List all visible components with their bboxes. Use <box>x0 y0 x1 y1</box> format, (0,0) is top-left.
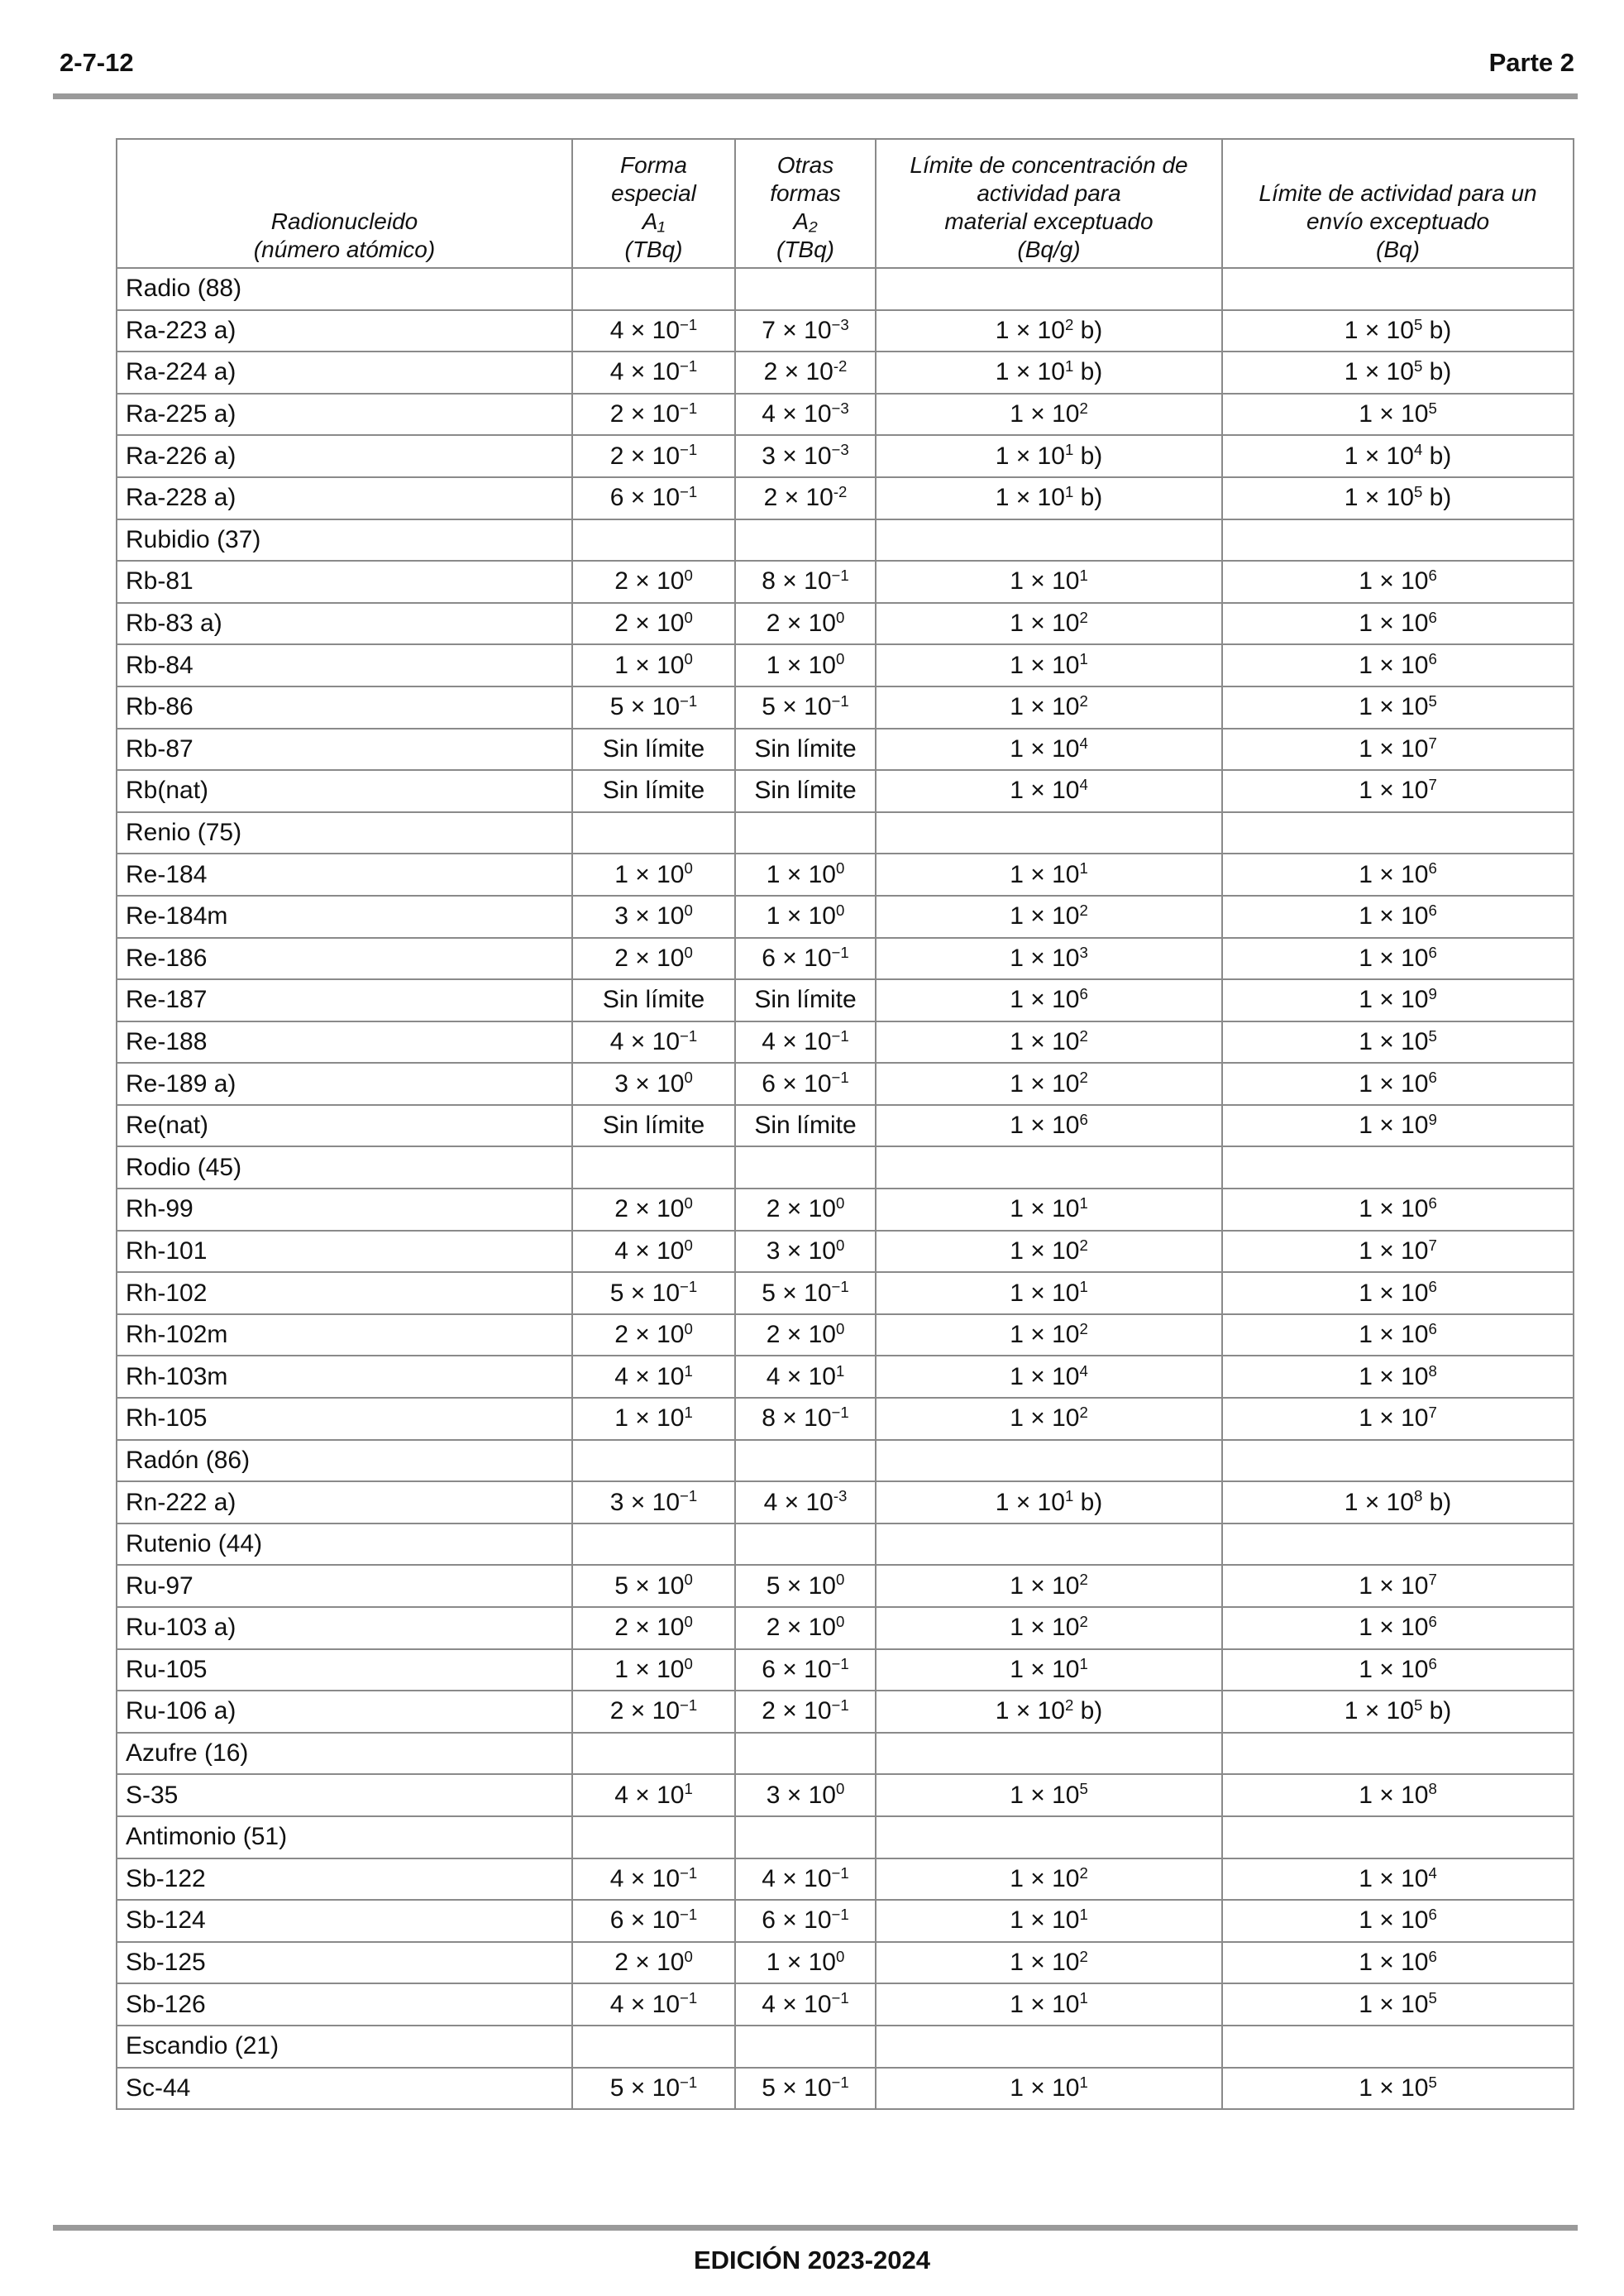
page-header <box>53 48 1574 84</box>
value-cell: $1 \times 10^5$ b) <box>1222 477 1574 519</box>
value-cell <box>1222 1523 1574 1566</box>
value-cell: $1 \times 10^0$ <box>572 644 735 686</box>
radionuclide-cell: Rubidio (37) <box>117 519 572 562</box>
table-row <box>117 1272 1574 1314</box>
value-cell: $2 \times 10^{-1}$ <box>572 1691 735 1733</box>
value-cell: $3 \times 10^0$ <box>572 896 735 938</box>
value-cell: $6 \times 10^{-1}$ <box>735 938 876 980</box>
radionuclide-cell: Escandio (21) <box>117 2026 572 2068</box>
value-cell: $1 \times 10^1$ b) <box>876 352 1222 394</box>
radionuclide-cell: Ru-105 <box>117 1649 572 1691</box>
value-cell <box>572 1733 735 1775</box>
value-cell: $4 \times 10^1$ <box>572 1774 735 1816</box>
radionuclide-cell: Ra-224 a) <box>117 352 572 394</box>
table-row <box>117 1314 1574 1356</box>
value-cell <box>735 268 876 310</box>
column-header-line: (Bq/g) <box>1017 237 1081 262</box>
value-cell: $5 \times 10^{-1}$ <box>572 2068 735 2110</box>
value-cell <box>876 519 1222 562</box>
table-row <box>117 812 1574 854</box>
value-cell <box>572 2026 735 2068</box>
value-cell: $1 \times 10^0$ <box>735 1942 876 1984</box>
radionuclide-cell: Antimonio (51) <box>117 1816 572 1858</box>
value-cell: $1 \times 10^8$ <box>1222 1356 1574 1398</box>
value-cell: $4 \times 10^{-1}$ <box>572 310 735 352</box>
value-cell <box>735 1816 876 1858</box>
value-cell: $2 \times 10^0$ <box>572 561 735 603</box>
footer-divider <box>53 2225 1578 2231</box>
radionuclide-cell: Ra-226 a) <box>117 435 572 477</box>
value-cell <box>572 1816 735 1858</box>
value-cell: $1 \times 10^6$ <box>1222 1189 1574 1231</box>
table-row <box>117 979 1574 1021</box>
radionuclide-cell: Ru-103 a) <box>117 1607 572 1649</box>
table-row <box>117 896 1574 938</box>
value-cell: $7 \times 10^{-3}$ <box>735 310 876 352</box>
column-header-line: (TBq) <box>776 237 834 262</box>
radionuclide-cell: Re-184m <box>117 896 572 938</box>
value-cell: Sin límite <box>572 770 735 812</box>
column-header-line: actividad para <box>977 180 1121 206</box>
radionuclide-cell: Rn-222 a) <box>117 1481 572 1523</box>
value-cell: $1 \times 10^3$ <box>876 938 1222 980</box>
column-header-line: Otras <box>776 152 834 178</box>
table-row <box>117 1356 1574 1398</box>
value-cell: $6 \times 10^{-1}$ <box>735 1063 876 1105</box>
value-cell: $1 \times 10^5$ <box>876 1774 1222 1816</box>
value-cell: $4 \times 10^{-1}$ <box>735 1858 876 1901</box>
value-cell: $2 \times 10^{-2}$ <box>735 352 876 394</box>
value-cell: $2 \times 10^0$ <box>735 603 876 645</box>
value-cell: Sin límite <box>735 1105 876 1147</box>
value-cell: Sin límite <box>572 979 735 1021</box>
value-cell: $1 \times 10^2$ <box>876 1607 1222 1649</box>
value-cell <box>735 1146 876 1189</box>
value-cell: $1 \times 10^2$ b) <box>876 310 1222 352</box>
table-row <box>117 435 1574 477</box>
value-cell <box>876 1733 1222 1775</box>
value-cell: $1 \times 10^5$ b) <box>1222 310 1574 352</box>
value-cell <box>876 1146 1222 1189</box>
value-cell: $1 \times 10^6$ <box>1222 854 1574 896</box>
value-cell: $2 \times 10^{-2}$ <box>735 477 876 519</box>
value-cell: $1 \times 10^6$ <box>1222 603 1574 645</box>
radionuclide-cell: Ra-223 a) <box>117 310 572 352</box>
value-cell: $5 \times 10^{-1}$ <box>735 686 876 729</box>
value-cell: $3 \times 10^0$ <box>735 1774 876 1816</box>
value-cell: $1 \times 10^2$ <box>876 1314 1222 1356</box>
table-row <box>117 854 1574 896</box>
value-cell: $1 \times 10^5$ <box>1222 2068 1574 2110</box>
table-row <box>117 686 1574 729</box>
radionuclide-cell: Sc-44 <box>117 2068 572 2110</box>
table-row <box>117 310 1574 352</box>
value-cell <box>876 1816 1222 1858</box>
value-cell: $1 \times 10^6$ <box>1222 561 1574 603</box>
table-row <box>117 519 1574 562</box>
value-cell: $1 \times 10^2$ <box>876 394 1222 436</box>
value-cell: $1 \times 10^5$ <box>1222 686 1574 729</box>
value-cell <box>735 2026 876 2068</box>
value-cell <box>735 519 876 562</box>
table-row <box>117 477 1574 519</box>
value-cell: $1 \times 10^9$ <box>1222 1105 1574 1147</box>
radionuclide-cell: Rh-102m <box>117 1314 572 1356</box>
value-cell <box>876 1440 1222 1482</box>
radionuclide-cell: Re-184 <box>117 854 572 896</box>
value-cell: $1 \times 10^4$ <box>876 729 1222 771</box>
radionuclide-cell: Rb-87 <box>117 729 572 771</box>
value-cell <box>572 519 735 562</box>
value-cell: $1 \times 10^2$ <box>876 1942 1222 1984</box>
value-cell: $1 \times 10^0$ <box>735 896 876 938</box>
table-row <box>117 1105 1574 1147</box>
value-cell: $2 \times 10^0$ <box>735 1607 876 1649</box>
value-cell: $6 \times 10^{-1}$ <box>572 1900 735 1942</box>
radionuclide-cell: Rutenio (44) <box>117 1523 572 1566</box>
table-row <box>117 2068 1574 2110</box>
value-cell: $2 \times 10^0$ <box>572 1942 735 1984</box>
value-cell: $4 \times 10^{-1}$ <box>572 352 735 394</box>
value-cell: $8 \times 10^{-1}$ <box>735 561 876 603</box>
table-row <box>117 1900 1574 1942</box>
value-cell: $1 \times 10^9$ <box>1222 979 1574 1021</box>
value-cell: $1 \times 10^6$ <box>1222 1900 1574 1942</box>
value-cell: $1 \times 10^6$ <box>1222 1063 1574 1105</box>
value-cell: $1 \times 10^6$ <box>1222 1649 1574 1691</box>
radionuclide-cell: Ra-228 a) <box>117 477 572 519</box>
value-cell <box>1222 1146 1574 1189</box>
radionuclide-cell: Re-186 <box>117 938 572 980</box>
value-cell: $2 \times 10^0$ <box>735 1314 876 1356</box>
table-row <box>117 2026 1574 2068</box>
radionuclide-cell: S-35 <box>117 1774 572 1816</box>
column-header-line: (número atómico) <box>253 237 436 262</box>
value-cell: $1 \times 10^8$ <box>1222 1774 1574 1816</box>
table-row <box>117 1983 1574 2026</box>
value-cell <box>876 268 1222 310</box>
value-cell: $1 \times 10^2$ <box>876 1858 1222 1901</box>
table-row <box>117 938 1574 980</box>
value-cell: $6 \times 10^{-1}$ <box>572 477 735 519</box>
value-cell: $2 \times 10^{-1}$ <box>572 435 735 477</box>
value-cell: $1 \times 10^1$ <box>876 561 1222 603</box>
section-number: 2-7-12 <box>60 48 134 77</box>
table-row <box>117 1231 1574 1273</box>
table-row <box>117 352 1574 394</box>
radionuclide-cell: Rb-83 a) <box>117 603 572 645</box>
table-row <box>117 1942 1574 1984</box>
value-cell: $4 \times 10^{-1}$ <box>572 1021 735 1064</box>
value-cell <box>572 812 735 854</box>
value-cell <box>735 1523 876 1566</box>
value-cell: $1 \times 10^0$ <box>572 854 735 896</box>
value-cell <box>1222 1733 1574 1775</box>
table-row <box>117 1607 1574 1649</box>
column-header-line: envío exceptuado <box>1306 208 1490 234</box>
value-cell: $4 \times 10^{-3}$ <box>735 394 876 436</box>
value-cell <box>735 1733 876 1775</box>
value-cell: $1 \times 10^2$ b) <box>876 1691 1222 1733</box>
value-cell: $1 \times 10^2$ <box>876 1021 1222 1064</box>
radionuclide-cell: Renio (75) <box>117 812 572 854</box>
column-header-line: A₂ <box>793 208 818 234</box>
value-cell: $1 \times 10^6$ <box>1222 1942 1574 1984</box>
value-cell: $1 \times 10^1$ <box>876 1900 1222 1942</box>
column-header-line: formas <box>770 180 841 206</box>
value-cell: $1 \times 10^1$ b) <box>876 435 1222 477</box>
radionuclide-cell: Rodio (45) <box>117 1146 572 1189</box>
radionuclide-cell: Ru-97 <box>117 1565 572 1607</box>
value-cell: $5 \times 10^0$ <box>735 1565 876 1607</box>
value-cell: $1 \times 10^1$ <box>876 2068 1222 2110</box>
value-cell: $2 \times 10^0$ <box>572 938 735 980</box>
value-cell: $1 \times 10^1$ <box>876 1189 1222 1231</box>
value-cell <box>876 812 1222 854</box>
radionuclide-cell: Sb-126 <box>117 1983 572 2026</box>
value-cell: $1 \times 10^7$ <box>1222 1565 1574 1607</box>
table-row <box>117 1189 1574 1231</box>
value-cell: $1 \times 10^6$ <box>1222 644 1574 686</box>
value-cell <box>1222 2026 1574 2068</box>
table-body <box>117 268 1574 2109</box>
radionuclide-cell: Rh-105 <box>117 1398 572 1440</box>
value-cell: $5 \times 10^{-1}$ <box>735 1272 876 1314</box>
edition-footer: EDICIÓN 2023-2024 <box>693 2246 931 2274</box>
value-cell: $3 \times 10^0$ <box>572 1063 735 1105</box>
value-cell: $8 \times 10^{-1}$ <box>735 1398 876 1440</box>
radionuclide-cell: Re-188 <box>117 1021 572 1064</box>
value-cell: $1 \times 10^6$ <box>876 979 1222 1021</box>
table-row <box>117 1398 1574 1440</box>
value-cell: $1 \times 10^5$ b) <box>1222 1691 1574 1733</box>
value-cell <box>1222 812 1574 854</box>
column-header-line: Radionucleido <box>270 208 418 234</box>
value-cell: Sin límite <box>735 979 876 1021</box>
value-cell: $1 \times 10^4$ <box>876 770 1222 812</box>
value-cell: $1 \times 10^1$ <box>876 1983 1222 2026</box>
table-row <box>117 1858 1574 1901</box>
value-cell: $4 \times 10^{-1}$ <box>572 1983 735 2026</box>
column-header-4 <box>876 139 1222 268</box>
value-cell: $3 \times 10^0$ <box>735 1231 876 1273</box>
value-cell: $1 \times 10^6$ <box>1222 1607 1574 1649</box>
value-cell: $1 \times 10^0$ <box>572 1649 735 1691</box>
value-cell: $1 \times 10^2$ <box>876 1063 1222 1105</box>
value-cell: $3 \times 10^{-3}$ <box>735 435 876 477</box>
value-cell: $4 \times 10^{-1}$ <box>735 1021 876 1064</box>
column-header-line: A₁ <box>642 208 666 234</box>
value-cell: $4 \times 10^1$ <box>735 1356 876 1398</box>
table-row <box>117 1691 1574 1733</box>
value-cell <box>572 1146 735 1189</box>
value-cell <box>1222 268 1574 310</box>
table-row <box>117 1481 1574 1523</box>
table-row <box>117 770 1574 812</box>
value-cell <box>876 2026 1222 2068</box>
value-cell: $1 \times 10^0$ <box>735 644 876 686</box>
table-row <box>117 268 1574 310</box>
header-divider <box>53 93 1578 99</box>
radionuclide-cell: Sb-122 <box>117 1858 572 1901</box>
value-cell: $1 \times 10^1$ b) <box>876 1481 1222 1523</box>
radionuclide-cell: Sb-125 <box>117 1942 572 1984</box>
column-header-line: Límite de concentración de <box>910 152 1188 178</box>
table-row <box>117 1440 1574 1482</box>
radionuclide-cell: Radón (86) <box>117 1440 572 1482</box>
radionuclide-cell: Sb-124 <box>117 1900 572 1942</box>
value-cell: $4 \times 10^{-1}$ <box>572 1858 735 1901</box>
radionuclide-cell: Rh-103m <box>117 1356 572 1398</box>
value-cell: $1 \times 10^8$ b) <box>1222 1481 1574 1523</box>
value-cell: $1 \times 10^5$ b) <box>1222 352 1574 394</box>
value-cell: $4 \times 10^1$ <box>572 1356 735 1398</box>
value-cell: $1 \times 10^1$ <box>876 1649 1222 1691</box>
value-cell: $1 \times 10^6$ <box>876 1105 1222 1147</box>
value-cell: $6 \times 10^{-1}$ <box>735 1649 876 1691</box>
value-cell: $2 \times 10^0$ <box>572 1607 735 1649</box>
value-cell: $1 \times 10^4$ <box>1222 1858 1574 1901</box>
value-cell: $1 \times 10^2$ <box>876 1398 1222 1440</box>
table-row <box>117 1523 1574 1566</box>
value-cell: $5 \times 10^{-1}$ <box>735 2068 876 2110</box>
value-cell: $4 \times 10^{-3}$ <box>735 1481 876 1523</box>
value-cell: $2 \times 10^{-1}$ <box>735 1691 876 1733</box>
radionuclide-table <box>116 138 1574 2110</box>
table-row <box>117 729 1574 771</box>
column-header-1 <box>117 139 572 268</box>
column-header-line: especial <box>611 180 696 206</box>
column-header-2 <box>572 139 735 268</box>
value-cell: $5 \times 10^0$ <box>572 1565 735 1607</box>
column-header-line: Límite de actividad para un <box>1259 180 1537 206</box>
value-cell: $1 \times 10^7$ <box>1222 1231 1574 1273</box>
value-cell <box>1222 519 1574 562</box>
table-row <box>117 1021 1574 1064</box>
value-cell: $1 \times 10^5$ <box>1222 1021 1574 1064</box>
value-cell: $1 \times 10^6$ <box>1222 896 1574 938</box>
column-header-3 <box>735 139 876 268</box>
value-cell <box>735 812 876 854</box>
table-row <box>117 394 1574 436</box>
value-cell <box>572 268 735 310</box>
value-cell: $1 \times 10^7$ <box>1222 770 1574 812</box>
value-cell: $1 \times 10^2$ <box>876 686 1222 729</box>
value-cell: $1 \times 10^6$ <box>1222 1272 1574 1314</box>
value-cell: $1 \times 10^2$ <box>876 896 1222 938</box>
value-cell: $3 \times 10^{-1}$ <box>572 1481 735 1523</box>
table-row <box>117 1733 1574 1775</box>
value-cell: $2 \times 10^0$ <box>572 1314 735 1356</box>
radionuclide-cell: Re-187 <box>117 979 572 1021</box>
table-header-row <box>117 139 1574 268</box>
value-cell: Sin límite <box>735 729 876 771</box>
value-cell <box>1222 1440 1574 1482</box>
table-row <box>117 644 1574 686</box>
table-row <box>117 1063 1574 1105</box>
value-cell: $4 \times 10^{-1}$ <box>735 1983 876 2026</box>
value-cell: $1 \times 10^1$ b) <box>876 477 1222 519</box>
value-cell: $1 \times 10^6$ <box>1222 938 1574 980</box>
value-cell <box>572 1440 735 1482</box>
radionuclide-cell: Radio (88) <box>117 268 572 310</box>
value-cell: $1 \times 10^6$ <box>1222 1314 1574 1356</box>
table-row <box>117 1146 1574 1189</box>
radionuclide-cell: Re(nat) <box>117 1105 572 1147</box>
radionuclide-cell: Ra-225 a) <box>117 394 572 436</box>
value-cell: $1 \times 10^1$ <box>876 854 1222 896</box>
value-cell: $1 \times 10^1$ <box>876 644 1222 686</box>
value-cell: $2 \times 10^0$ <box>572 603 735 645</box>
value-cell <box>572 1523 735 1566</box>
column-header-line: material exceptuado <box>944 208 1154 234</box>
value-cell: Sin límite <box>735 770 876 812</box>
value-cell: Sin límite <box>572 729 735 771</box>
value-cell: $1 \times 10^1$ <box>572 1398 735 1440</box>
value-cell: $1 \times 10^5$ <box>1222 1983 1574 2026</box>
value-cell <box>1222 1816 1574 1858</box>
radionuclide-cell: Azufre (16) <box>117 1733 572 1775</box>
radionuclide-cell: Rb-81 <box>117 561 572 603</box>
value-cell: $2 \times 10^0$ <box>735 1189 876 1231</box>
value-cell: $2 \times 10^{-1}$ <box>572 394 735 436</box>
value-cell: $1 \times 10^4$ b) <box>1222 435 1574 477</box>
radionuclide-cell: Ru-106 a) <box>117 1691 572 1733</box>
radionuclide-cell: Rb-86 <box>117 686 572 729</box>
column-header-line: (TBq) <box>624 237 683 262</box>
table-row <box>117 1565 1574 1607</box>
radionuclide-cell: Rh-102 <box>117 1272 572 1314</box>
table-row <box>117 1774 1574 1816</box>
radionuclide-cell: Rh-101 <box>117 1231 572 1273</box>
value-cell: $1 \times 10^7$ <box>1222 1398 1574 1440</box>
table-row <box>117 561 1574 603</box>
value-cell: $1 \times 10^0$ <box>735 854 876 896</box>
value-cell: $5 \times 10^{-1}$ <box>572 686 735 729</box>
table-row <box>117 1816 1574 1858</box>
part-label: Parte 2 <box>1488 48 1574 77</box>
column-header-5 <box>1222 139 1574 268</box>
value-cell: $1 \times 10^2$ <box>876 1565 1222 1607</box>
radionuclide-cell: Rb(nat) <box>117 770 572 812</box>
value-cell: $5 \times 10^{-1}$ <box>572 1272 735 1314</box>
column-header-line: Forma <box>620 152 687 178</box>
value-cell: Sin límite <box>572 1105 735 1147</box>
value-cell <box>735 1440 876 1482</box>
radionuclide-cell: Rh-99 <box>117 1189 572 1231</box>
value-cell <box>876 1523 1222 1566</box>
value-cell: $2 \times 10^0$ <box>572 1189 735 1231</box>
value-cell: $1 \times 10^7$ <box>1222 729 1574 771</box>
radionuclide-cell: Rb-84 <box>117 644 572 686</box>
value-cell: $1 \times 10^2$ <box>876 1231 1222 1273</box>
column-header-line: (Bq) <box>1376 237 1420 262</box>
value-cell: $1 \times 10^1$ <box>876 1272 1222 1314</box>
value-cell: $1 \times 10^2$ <box>876 603 1222 645</box>
table-row <box>117 603 1574 645</box>
value-cell: $4 \times 10^0$ <box>572 1231 735 1273</box>
value-cell: $1 \times 10^4$ <box>876 1356 1222 1398</box>
radionuclide-cell: Re-189 a) <box>117 1063 572 1105</box>
value-cell: $6 \times 10^{-1}$ <box>735 1900 876 1942</box>
table-row <box>117 1649 1574 1691</box>
value-cell: $1 \times 10^5$ <box>1222 394 1574 436</box>
